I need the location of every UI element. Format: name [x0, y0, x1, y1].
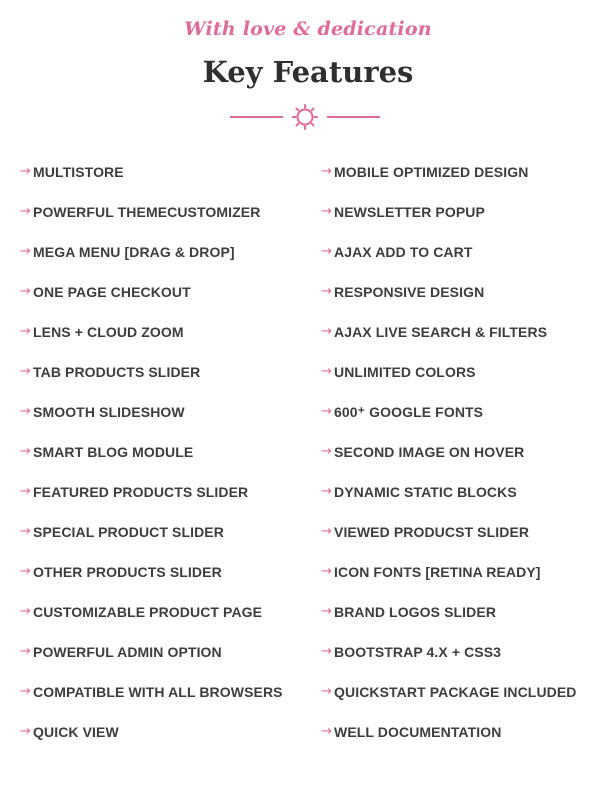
feature-item [20, 282, 283, 322]
feature-item [20, 242, 283, 282]
feature-item [321, 522, 577, 562]
feature-label: SPECIAL PRODUCT SLIDER [33, 524, 224, 540]
feature-label: AJAX ADD TO CART [334, 244, 473, 260]
feature-item [20, 682, 283, 722]
feature-label: BOOTSTRAP 4.X + CSS3 [334, 644, 502, 660]
arrow-right-icon: → [321, 644, 332, 659]
arrow-right-icon: → [20, 164, 31, 179]
feature-item [20, 442, 283, 482]
feature-item [321, 282, 577, 322]
feature-item [20, 562, 283, 602]
feature-item [321, 562, 577, 602]
arrow-right-icon: → [20, 204, 31, 219]
feature-item [20, 322, 283, 362]
feature-label: SECOND IMAGE ON HOVER [334, 444, 525, 460]
arrow-right-icon: → [321, 364, 332, 379]
arrow-right-icon: → [20, 244, 31, 259]
feature-item [321, 642, 577, 682]
feature-item [321, 442, 577, 482]
arrow-right-icon: → [321, 604, 332, 619]
feature-label: FEATURED PRODUCTS SLIDER [33, 484, 249, 500]
feature-list-right [321, 162, 577, 762]
feature-label: SMART BLOG MODULE [33, 444, 194, 460]
feature-label: ONE PAGE CHECKOUT [33, 284, 191, 300]
feature-label: BRAND LOGOS SLIDER [334, 604, 497, 620]
feature-label: ICON FONTS [RETINA READY] [334, 564, 541, 580]
arrow-right-icon: → [321, 444, 332, 459]
feature-item [321, 322, 577, 362]
feature-label: NEWSLETTER POPUP [334, 204, 485, 220]
feature-item [321, 242, 577, 282]
feature-item [20, 162, 283, 202]
feature-label: AJAX LIVE SEARCH & FILTERS [334, 324, 548, 340]
arrow-right-icon: → [20, 524, 31, 539]
feature-item [321, 402, 577, 442]
feature-label: MULTISTORE [33, 164, 124, 180]
feature-item [20, 522, 283, 562]
feature-label: WELL DOCUMENTATION [334, 724, 502, 740]
feature-label: OTHER PRODUCTS SLIDER [33, 564, 222, 580]
feature-label: VIEWED PRODUCST SLIDER [334, 524, 530, 540]
arrow-right-icon: → [321, 204, 332, 219]
arrow-right-icon: → [20, 604, 31, 619]
feature-item [20, 602, 283, 642]
feature-item [321, 682, 577, 722]
arrow-right-icon: → [321, 724, 332, 739]
feature-label: TAB PRODUCTS SLIDER [33, 364, 201, 380]
feature-item [20, 202, 283, 242]
feature-label: MOBILE OPTIMIZED DESIGN [334, 164, 529, 180]
arrow-right-icon: → [321, 564, 332, 579]
page-title: Key Features [202, 55, 414, 89]
feature-label: SMOOTH SLIDESHOW [33, 404, 185, 420]
arrow-right-icon: → [20, 724, 31, 739]
feature-label: COMPATIBLE WITH ALL BROWSERS [33, 684, 283, 700]
feature-label: 600⁺ GOOGLE FONTS [334, 404, 484, 420]
feature-label: POWERFUL THEMECUSTOMIZER [33, 204, 261, 220]
arrow-right-icon: → [20, 444, 31, 459]
arrow-right-icon: → [20, 284, 31, 299]
feature-item [20, 402, 283, 442]
feature-item [321, 482, 577, 522]
arrow-right-icon: → [321, 404, 332, 419]
feature-label: QUICKSTART PACKAGE INCLUDED [334, 684, 577, 700]
arrow-right-icon: → [20, 644, 31, 659]
title-divider [228, 104, 382, 130]
arrow-right-icon: → [321, 284, 332, 299]
arrow-right-icon: → [321, 324, 332, 339]
feature-label: UNLIMITED COLORS [334, 364, 476, 380]
feature-label: DYNAMIC STATIC BLOCKS [334, 484, 517, 500]
arrow-right-icon: → [20, 484, 31, 499]
arrow-right-icon: → [20, 564, 31, 579]
feature-list-left [20, 162, 283, 762]
feature-label: CUSTOMIZABLE PRODUCT PAGE [33, 604, 263, 620]
feature-label: QUICK VIEW [33, 724, 119, 740]
arrow-right-icon: → [20, 364, 31, 379]
feature-label: RESPONSIVE DESIGN [334, 284, 485, 300]
arrow-right-icon: → [321, 164, 332, 179]
feature-item [20, 722, 283, 762]
feature-item [321, 362, 577, 402]
feature-label: LENS + CLOUD ZOOM [33, 324, 184, 340]
feature-item [321, 202, 577, 242]
feature-item [321, 162, 577, 202]
sun-icon [293, 105, 317, 129]
feature-item [20, 642, 283, 682]
arrow-right-icon: → [321, 684, 332, 699]
arrow-right-icon: → [20, 404, 31, 419]
arrow-right-icon: → [20, 324, 31, 339]
feature-item [20, 362, 283, 402]
arrow-right-icon: → [321, 244, 332, 259]
feature-item [321, 722, 577, 762]
tagline: With love & dedication [184, 18, 432, 40]
arrow-right-icon: → [20, 684, 31, 699]
arrow-right-icon: → [321, 524, 332, 539]
feature-item [321, 602, 577, 642]
feature-label: POWERFUL ADMIN OPTION [33, 644, 222, 660]
arrow-right-icon: → [321, 484, 332, 499]
feature-item [20, 482, 283, 522]
feature-label: MEGA MENU [DRAG & DROP] [33, 244, 235, 260]
